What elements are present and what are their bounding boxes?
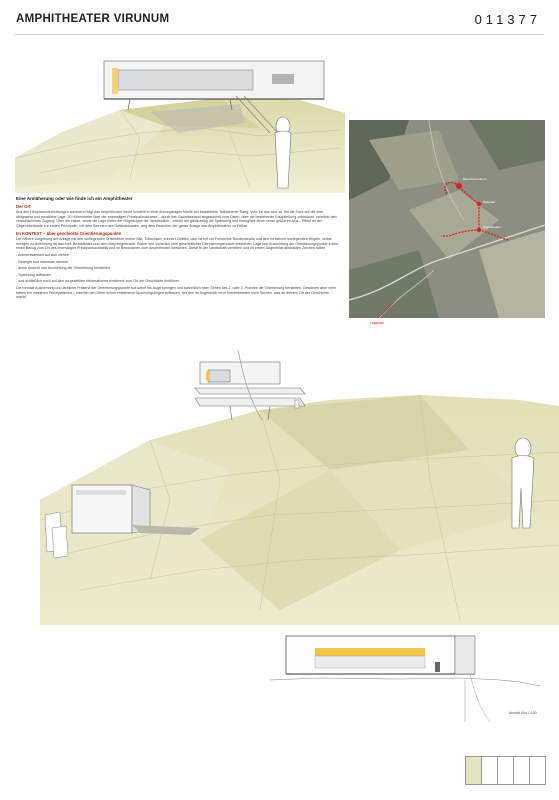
section-title-place: Der Ort [16,203,31,209]
sheet-index [466,756,546,783]
map-label-visitor-center: Besucherzentrum [463,177,487,181]
section-body-place: Aus den Heuprammlerrichtungen kommend folgt das Amphitheater heute verstellt in einer Ahnungslagen Intelle am bewaldeten Talbächener Rang. Vom Tal aus sind zu Tiel die Sicht auf die eine obligosese und ernstliche Lage. 30 Höhenmeter über der ehemaligen Prinzipalinustrasse – durch den Baumbestand abgeschirmt vom Osten, über die bestehende Erschließung zubekannt, verstärkt den verwunschenen Zugang. Über die Halde, sowie die Lage hinter der Hügelkuppe die Verständlich – erhöht die gleichzeitig die Spannung und ermöglicht einen umso größeren Aha – Effekt an der Gegenüberkante zur ersten Prinzipalin, mit dem Betreten des Geländekantes, weg dem Besucher der ganze Anlage das Amphitheaters zu Füßen. [16,210,337,228]
landscape-rendering [0,340,559,625]
list-item-5: - und schließlich noch auf den vorgestellten Informationen einstimmt zum Ort der Geschichte hinführen [16,279,180,284]
list-item-4: - Spannung aufbauen [16,272,51,277]
poster-title: AMPHITHEATER VIRUNUM [16,13,170,25]
map-label-amphitheater: Amphitheater [483,225,501,229]
sheet-index-box-3 [497,756,514,785]
section-body-form: Die formale Ausformung und farbliche Präsenz der Orientierungspunkte soll sofort ins Auge springen und schließlich beim Sehen des 2. oder 3. Punktes die Orientierung herstellen. Gewinnen aber mehr haben ein massiven Prinzipalismus – nämlich den Ufern schon entstehend Spannungsbögen aufbauen, der den im Augenblick noch Verbleibenden noch Suchen, was an diesem Ort der Geschichte macht. [16,285,337,300]
site-map [349,120,545,318]
list-item-3: - durch Ansicht und Ausrichtung die Orientierung herstellen [16,266,110,271]
section-title-context: Im KONTEXT – über geschickte Orientierungspunkte [16,230,121,236]
section-body-context: Die nähere Umgebung der Anlage mit den umliegenden Ortschaften meine Salt, Töltschach, erinnert Zollfeld, usw. ist mit zur Freiwohne Bundesstraße und den im kleinen umliegenden Hügeln, selbst rundgen zu Anlehnung an das Amt, Bezirkfeldes und dem Mag eingebracht. Bisher von sicherlich kein ganzheitlicher Orientierungsmuster entstehen. Lage und Ausrichtung der Orientierungspunkte sollen einen Bezug zum Ort des ehemaligen Prinzipalmaustablis und im Besonderen zum Amphitheater herstellen. Diese in der Landschaft verteilten und im ersten Augenblick abstrakten Zeichen sollen [16,237,339,251]
top-rendering [0,38,345,193]
sheet-index-box-2 [481,756,498,785]
map-label-parking: Parkplatz [483,200,496,204]
header-divider [15,34,544,35]
list-item-1: - Aufmerksamkeit auf sich ziehen [16,252,69,257]
sheet-index-box-4 [513,756,530,785]
text-heading: Eine Annäherung oder wie finde ich ein Amphitheater [16,196,133,201]
map-callout [360,300,400,330]
map-caption: Lageplan [370,321,384,325]
entry-code: 011377 [474,12,541,27]
list-item-2: - Bewegte und Interesse wecken [16,259,69,264]
sheet-index-box-1 [465,756,482,785]
sheet-index-box-5 [529,756,546,785]
section-caption: Ansicht Süd 1:100 [509,711,537,715]
description-text [16,197,340,302]
